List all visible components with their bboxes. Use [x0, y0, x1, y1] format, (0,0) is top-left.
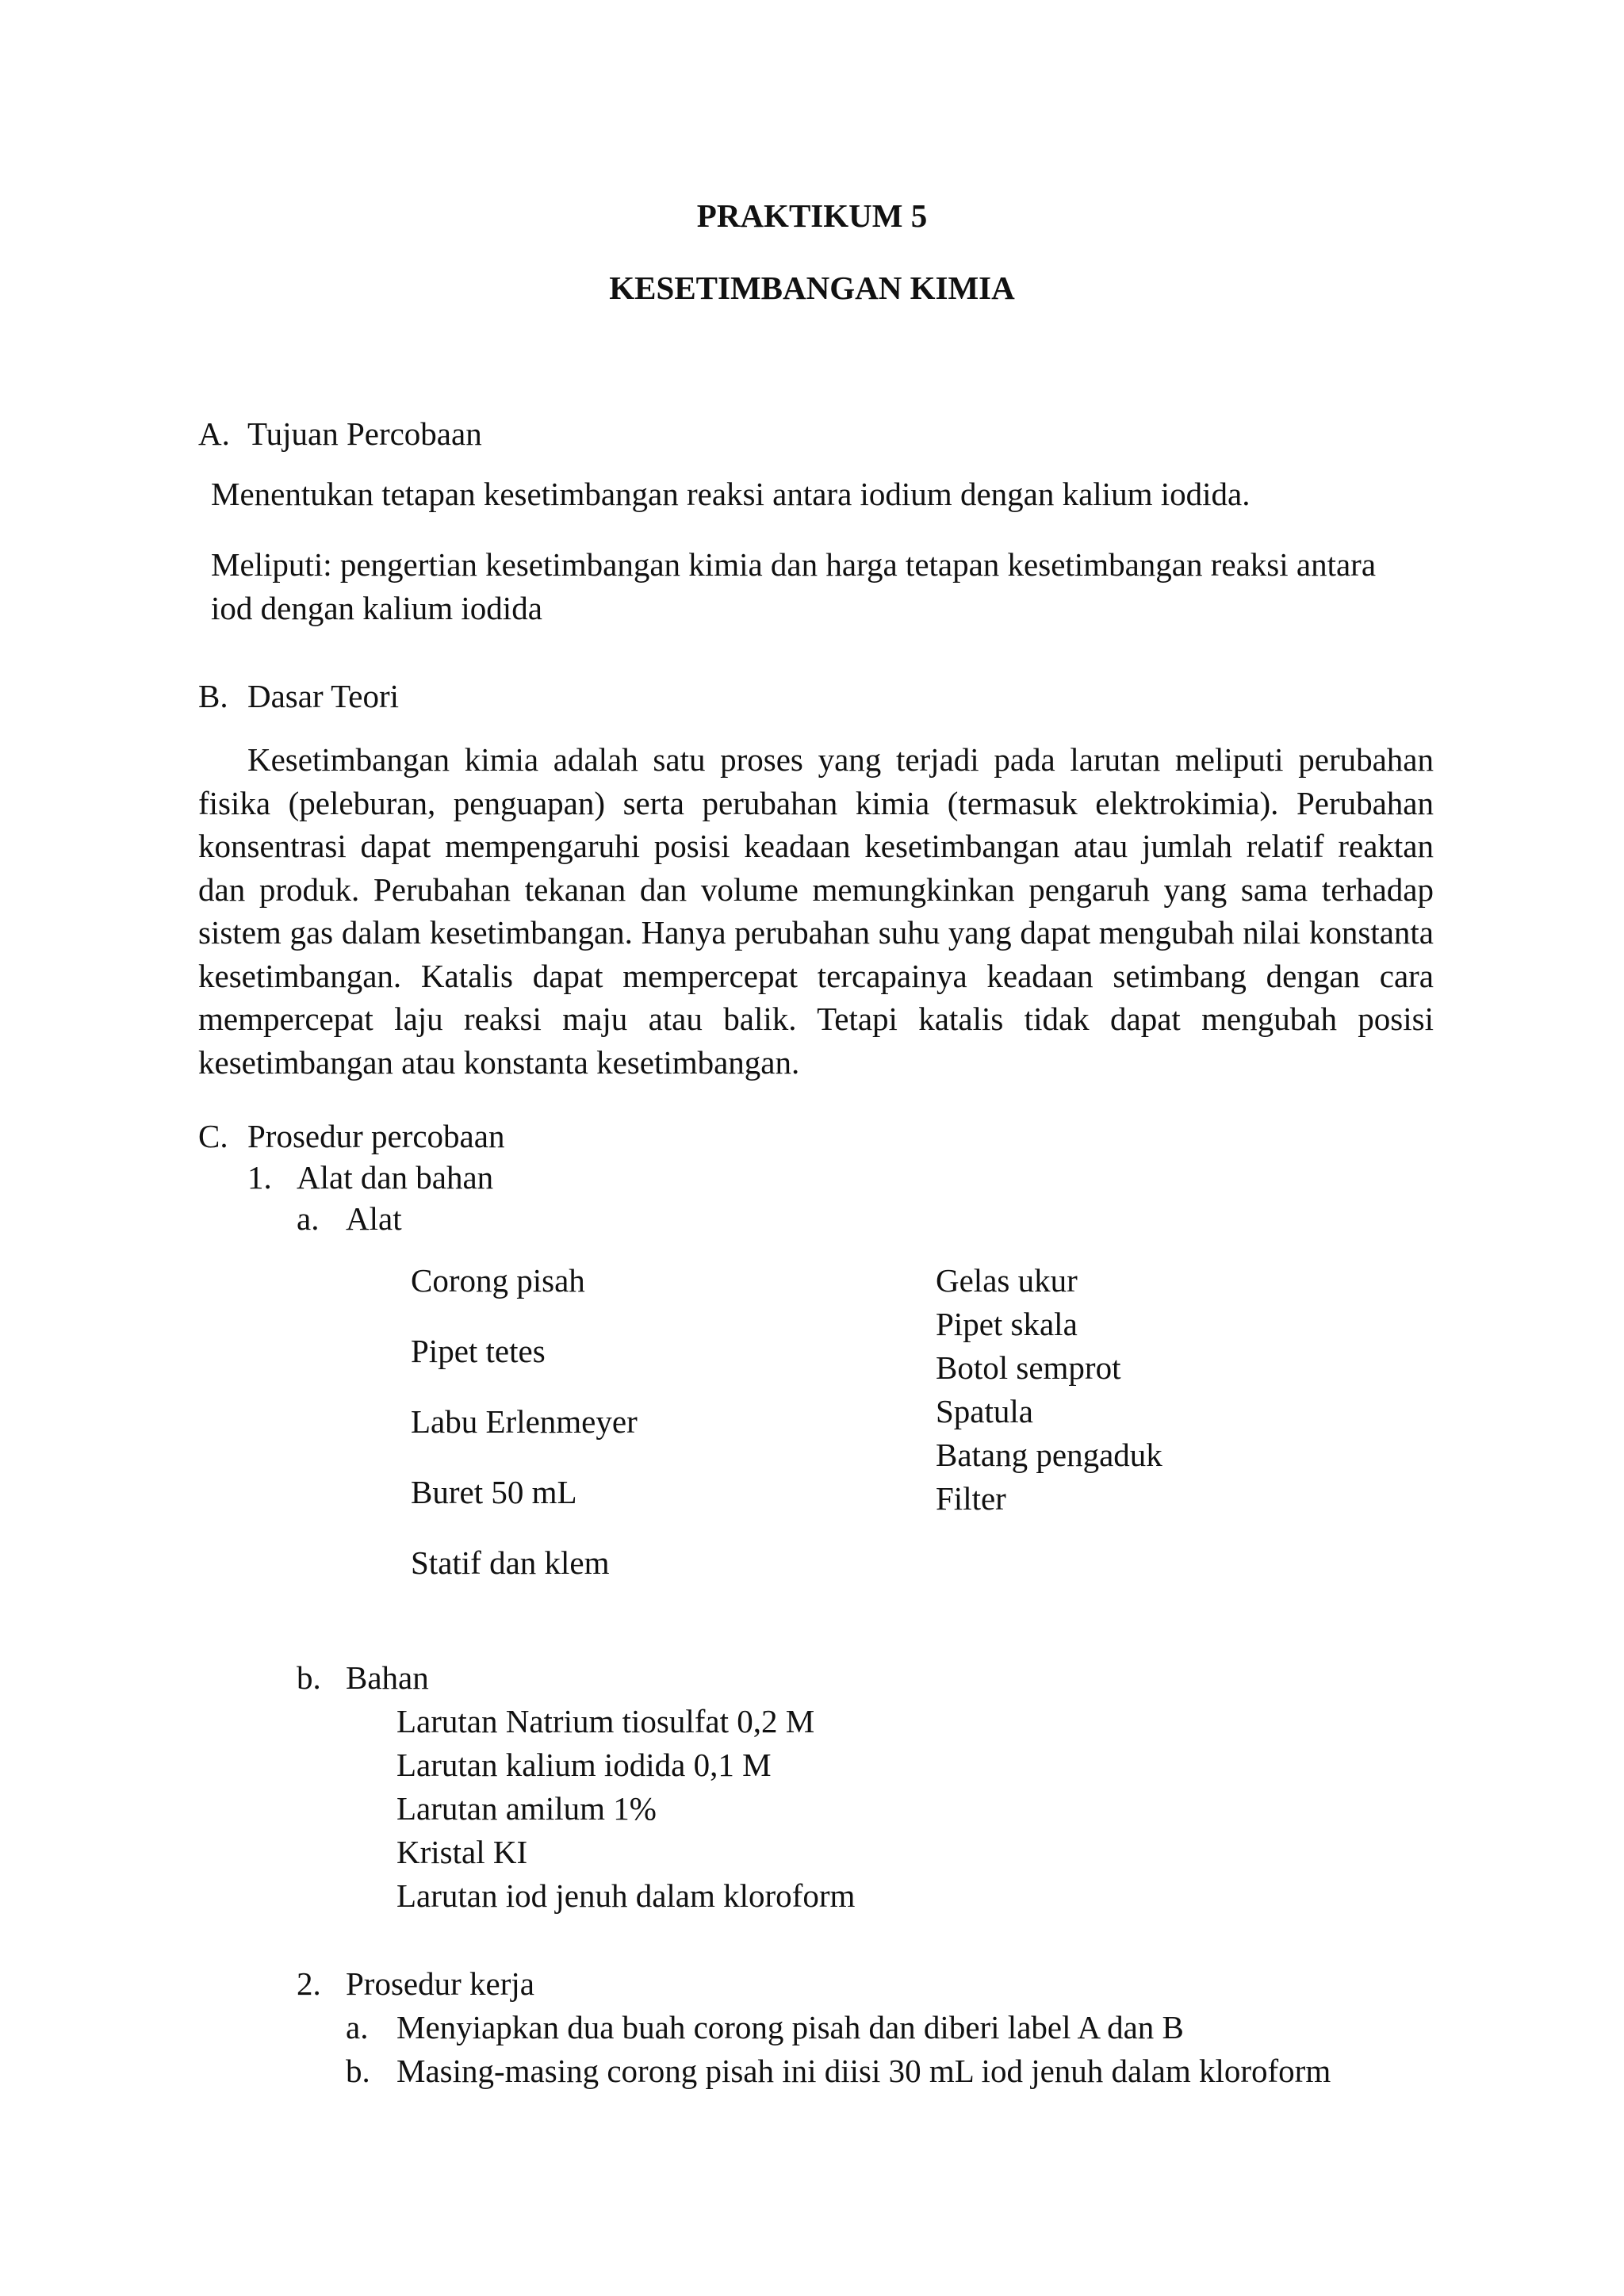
step-text: Menyiapkan dua buah corong pisah dan diberi label A dan B	[396, 2009, 1184, 2045]
alat-label: Alat	[346, 1200, 402, 1237]
item-1-marker: 1.	[247, 1159, 272, 1196]
section-a-line-2b: iod dengan kalium iodida	[211, 590, 542, 626]
item-2-marker: 2.	[297, 1965, 321, 2002]
section-a-line-1: Menentukan tetapan kesetimbangan reaksi antara iodium dengan kalium iodida.	[211, 476, 1251, 512]
section-a-marker: A.	[198, 415, 230, 452]
section-b-heading: Dasar Teori	[247, 678, 400, 714]
page-subtitle: KESETIMBANGAN KIMIA	[609, 270, 1015, 306]
alat-right-item: Spatula	[936, 1393, 1033, 1429]
step-text: Masing-masing corong pisah ini diisi 30 mL iod jenuh dalam kloroform	[396, 2053, 1331, 2089]
item-1-label: Alat dan bahan	[297, 1159, 494, 1196]
bahan-item: Larutan amilum 1%	[396, 1790, 657, 1827]
alat-right-item: Botol semprot	[936, 1349, 1121, 1386]
bahan-item: Kristal KI	[396, 1834, 528, 1870]
bahan-item: Larutan Natrium tiosulfat 0,2 M	[396, 1703, 815, 1739]
section-a-line-2a: Meliputi: pengertian kesetimbangan kimia dan harga tetapan kesetimbangan reaksi antara	[211, 546, 1377, 583]
bahan-marker: b.	[297, 1659, 321, 1696]
alat-left-item: Pipet tetes	[411, 1333, 546, 1369]
alat-left-item: Corong pisah	[411, 1262, 585, 1299]
alat-right-item: Filter	[936, 1480, 1006, 1517]
section-c-marker: C.	[198, 1118, 228, 1154]
bahan-item: Larutan iod jenuh dalam kloroform	[396, 1877, 856, 1914]
alat-left-item: Buret 50 mL	[411, 1474, 577, 1510]
theory-paragraph-text: Kesetimbangan kimia adalah satu proses yang terjadi pada larutan meliputi perubahan fisika (peleburan, penguapan) serta perubahan kimia (termasuk elektrokimia). Perubahan konsentrasi dapat mempengaruhi posisi keadaan kesetimbangan atau jumlah relatif reaktan dan produk. Perubahan tekanan dan volume memungkinkan pengaruh yang sama terhadap sistem gas dalam kesetimbangan. Hanya perubahan suhu yang dapat mengubah nilai konstanta kesetimbangan. Katalis dapat mempercepat tercapainya keadaan setimbang dengan cara mempercepat laju reaksi maju atau balik. Tetapi katalis tidak dapat mengubah posisi kesetimbangan atau konstanta kesetimbangan.	[198, 741, 1434, 1081]
bahan-label: Bahan	[346, 1659, 429, 1696]
step-marker: b.	[346, 2053, 370, 2089]
alat-right-item: Gelas ukur	[936, 1262, 1078, 1299]
alat-right-item: Batang pengaduk	[936, 1437, 1162, 1473]
section-b-marker: B.	[198, 678, 228, 714]
bahan-item: Larutan kalium iodida 0,1 M	[396, 1747, 772, 1783]
theory-paragraph	[198, 738, 1434, 1084]
section-a-heading: Tujuan Percobaan	[247, 415, 482, 452]
step-marker: a.	[346, 2009, 369, 2045]
alat-marker: a.	[297, 1200, 320, 1237]
alat-left-item: Statif dan klem	[411, 1544, 610, 1581]
item-2-label: Prosedur kerja	[346, 1965, 534, 2002]
alat-right-item: Pipet skala	[936, 1306, 1078, 1342]
page-title: PRAKTIKUM 5	[696, 197, 928, 234]
alat-left-item: Labu Erlenmeyer	[411, 1403, 638, 1440]
section-c-heading: Prosedur percobaan	[247, 1118, 505, 1154]
